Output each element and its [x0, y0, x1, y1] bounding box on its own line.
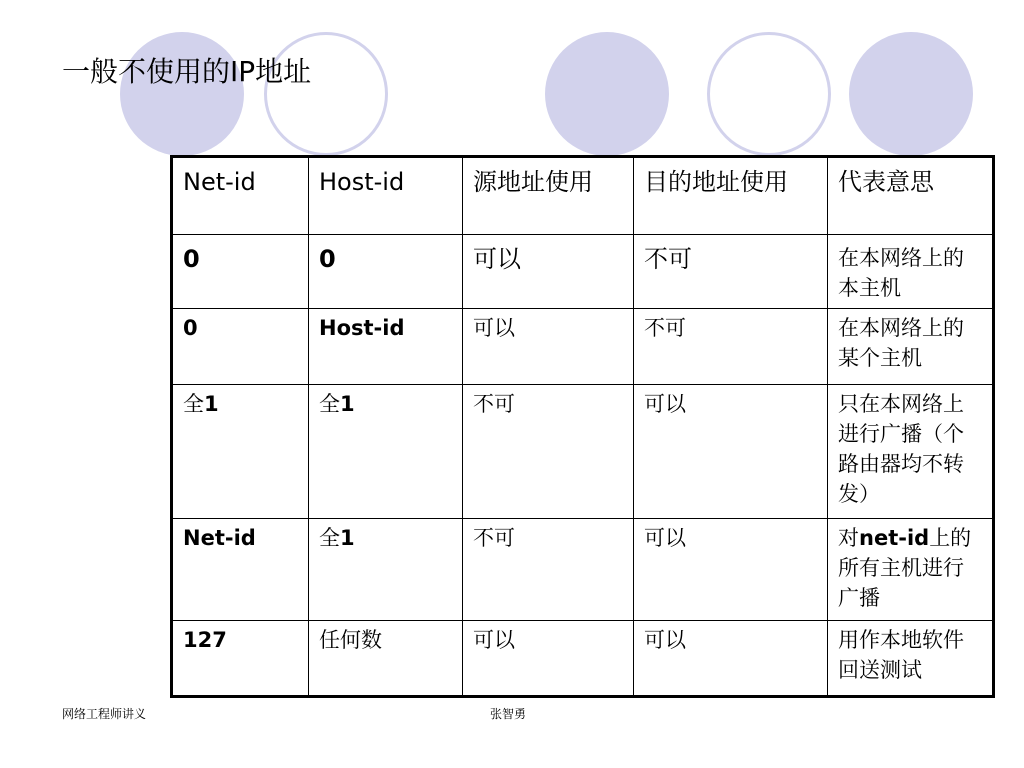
table-row: [172, 235, 994, 309]
host-id-suffix: 1: [340, 526, 355, 550]
decor-circle-2: [264, 32, 388, 156]
meaning-cell: [828, 519, 994, 621]
table-header-row: [172, 157, 994, 235]
destination-use-cell: 不可: [634, 309, 828, 385]
footer-author: 张智勇: [490, 707, 527, 721]
destination-use-cell: 可以: [634, 385, 828, 519]
net-id-cell: 0: [172, 309, 309, 385]
decor-circle-1: [120, 32, 244, 156]
host-id-suffix: 1: [340, 392, 355, 416]
source-use-cell: 可以: [463, 235, 634, 309]
destination-use-cell: 可以: [634, 621, 828, 697]
meaning-prefix: 对: [838, 526, 859, 550]
header-host-id: Host-id: [309, 157, 463, 235]
host-id-cell: [309, 519, 463, 621]
host-id-cell: 任何数: [309, 621, 463, 697]
host-id-cell: 0: [309, 235, 463, 309]
header-net-id: Net-id: [172, 157, 309, 235]
table-row: [172, 519, 994, 621]
source-use-cell: 可以: [463, 621, 634, 697]
source-use-cell: 不可: [463, 519, 634, 621]
meaning-suffix: 上的所有主机进行广播: [838, 526, 972, 610]
net-id-cell: 127: [172, 621, 309, 697]
net-id-prefix: 全: [183, 392, 204, 416]
header-meaning: 代表意思: [828, 157, 994, 235]
meaning-cell: 只在本网络上进行广播（个路由器均不转发）: [828, 385, 994, 519]
slide-title: 一般不使用的IP地址: [62, 55, 312, 88]
meaning-cell: 用作本地软件回送测试: [828, 621, 994, 697]
ip-address-table: [170, 155, 995, 698]
net-id-cell: 0: [172, 235, 309, 309]
host-id-prefix: 全: [319, 392, 340, 416]
host-id-cell: [309, 385, 463, 519]
meaning-cell: 在本网络上的本主机: [828, 235, 994, 309]
destination-use-cell: 不可: [634, 235, 828, 309]
header-destination-use: 目的地址使用: [634, 157, 828, 235]
decor-circle-3: [545, 32, 669, 156]
source-use-cell: 可以: [463, 309, 634, 385]
net-id-suffix: 1: [204, 392, 219, 416]
destination-use-cell: 可以: [634, 519, 828, 621]
meaning-cell: 在本网络上的某个主机: [828, 309, 994, 385]
meaning-bold: net-id: [859, 526, 930, 550]
table-row: [172, 309, 994, 385]
header-source-use: 源地址使用: [463, 157, 634, 235]
table-row: [172, 621, 994, 697]
host-id-prefix: 全: [319, 526, 340, 550]
host-id-cell: Host-id: [309, 309, 463, 385]
footer-course-title: 网络工程师讲义: [62, 707, 147, 721]
decor-circle-5: [849, 32, 973, 156]
source-use-cell: 不可: [463, 385, 634, 519]
net-id-cell: [172, 385, 309, 519]
table-row: [172, 385, 994, 519]
net-id-cell: Net-id: [172, 519, 309, 621]
decor-circle-4: [707, 32, 831, 156]
